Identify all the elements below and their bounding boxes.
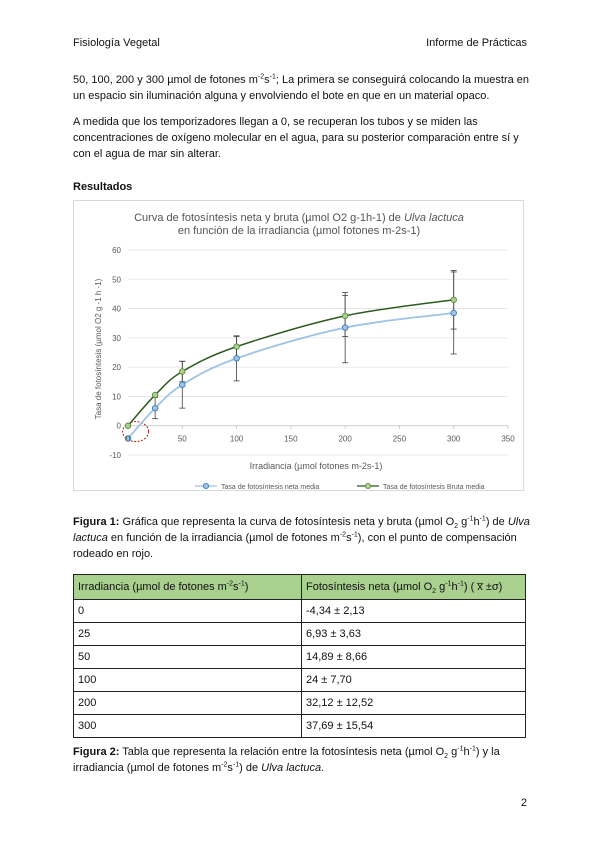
paragraph-1 bbox=[73, 72, 533, 104]
data-point-neta bbox=[234, 356, 240, 362]
header-right: Informe de Prácticas bbox=[426, 37, 527, 49]
data-point-bruta bbox=[342, 313, 348, 319]
figure-2-caption: Figura 2: Tabla que representa la relación entre la fotosíntesis neta (µmol $O_2$ $g^{-1}h^{-1}$) y la irradiancia (µmol de fotones $m^{-2}s^{-1}$) de Ulva lactuca. bbox=[73, 745, 500, 774]
table-row bbox=[74, 646, 526, 669]
table-cell-irradiancia: 100 bbox=[74, 669, 302, 692]
data-point-neta bbox=[342, 325, 348, 331]
y-tick-label: 20 bbox=[112, 363, 121, 373]
x-tick-label: 0 bbox=[125, 434, 131, 444]
y-tick-label: 30 bbox=[112, 333, 121, 343]
y-tick-label: 10 bbox=[112, 392, 121, 402]
table-row bbox=[74, 669, 526, 692]
table-cell-fotosintesis: 32,12 ± 12,52 bbox=[302, 692, 526, 715]
legend-label-neta: Tasa de fotosíntesis neta media bbox=[221, 484, 320, 491]
section-title: Resultados bbox=[73, 181, 133, 193]
table-cell-fotosintesis: 14,89 ± 8,66 bbox=[302, 646, 526, 669]
chart-title-italic: Ulva lactuca bbox=[403, 212, 464, 224]
figure-2-label: Figura 2: bbox=[73, 746, 120, 758]
y-tick-label: -10 bbox=[109, 451, 121, 460]
data-point-bruta bbox=[152, 392, 158, 398]
x-tick-label: 350 bbox=[501, 434, 515, 444]
y-tick-label: 0 bbox=[116, 421, 121, 431]
chart-svg bbox=[74, 201, 525, 492]
p1-text-b: ; La primera se conseguirá colocando la muestra en un espacio sin iluminación alguna y envolviendo el bote en que en un material opaco. bbox=[73, 74, 530, 102]
chart-title-line1 bbox=[134, 212, 464, 224]
legend-marker-bruta bbox=[365, 483, 370, 488]
figure-1-species: Ulva lactuca bbox=[73, 516, 530, 544]
y-tick-label: 60 bbox=[112, 246, 121, 255]
page-number: 2 bbox=[520, 797, 527, 809]
chart-title-line2: en función de la irradiancia (µmol fotones m-2s-1) bbox=[177, 225, 421, 237]
figure-2-species: Ulva lactuca bbox=[261, 762, 322, 774]
legend-label-bruta: Tasa de fotosíntesis Bruta media bbox=[383, 484, 485, 491]
table-cell-fotosintesis: 24 ± 7,70 bbox=[302, 669, 526, 692]
table-header-fotosintesis: Fotosíntesis neta (µmol $O_2$ $g^{-1}h^{-1}$) ( x̅ ±σ) bbox=[302, 575, 526, 600]
legend-marker-neta bbox=[203, 483, 208, 488]
p1-text-a: 50, 100, 200 y 300 µmol de fotones m bbox=[73, 74, 258, 86]
data-point-bruta bbox=[125, 423, 131, 429]
figure-1-caption: Figura 1: Gráfica que representa la curva de fotosíntesis neta y bruta (µmol $O_2$ $g^{-1}h^{-1}$) de Ulva lactuca en función de la irradiancia (µmol de fotones $m^{-2}s^{-1}$), con el punto de compensación rodeado en rojo. bbox=[73, 515, 530, 560]
header-left: Fisiología Vegetal bbox=[73, 37, 160, 49]
table-cell-fotosintesis: -4,34 ± 2,13 bbox=[302, 600, 526, 623]
table-header-irradiancia: Irradiancia (µmol de fotones $m^{-2}s^{-1}$) bbox=[74, 575, 302, 600]
chart-legend bbox=[195, 483, 485, 491]
table-cell-fotosintesis: 6,93 ± 3,63 bbox=[302, 623, 526, 646]
x-tick-label: 100 bbox=[229, 434, 244, 444]
table-cell-irradiancia: 300 bbox=[74, 715, 302, 738]
data-point-bruta bbox=[451, 297, 457, 303]
table-cell-irradiancia: 200 bbox=[74, 692, 302, 715]
figure-1-label: Figura 1: bbox=[73, 516, 120, 528]
table-cell-irradiancia: 25 bbox=[74, 623, 302, 646]
table-header-row bbox=[74, 575, 526, 600]
results-table bbox=[73, 574, 526, 738]
y-tick-label: 40 bbox=[112, 304, 121, 314]
table-cell-irradiancia: 0 bbox=[74, 600, 302, 623]
data-point-bruta bbox=[179, 369, 185, 375]
x-tick-label: 200 bbox=[338, 434, 352, 444]
p1-sup1: -2 bbox=[257, 73, 265, 81]
x-tick-label: 50 bbox=[177, 434, 187, 444]
paragraph-2: A medida que los temporizadores llegan a 0, se recuperan los tubos y se miden las concentraciones de oxígeno molecular en el agua, para su posterior comparación entre sí y con el agua de mar sin alterar. bbox=[73, 116, 519, 160]
table-row bbox=[74, 715, 526, 738]
x-tick-label: 250 bbox=[392, 434, 407, 444]
chart-xlabel: Irradiancia (µmol fotones m-2s-1) bbox=[249, 461, 383, 471]
y-tick-label: 50 bbox=[112, 275, 121, 285]
chart-figure-1 bbox=[73, 200, 524, 491]
table-cell-fotosintesis: 37,69 ± 15,54 bbox=[302, 715, 526, 738]
data-point-neta bbox=[451, 310, 457, 316]
table-row bbox=[74, 623, 526, 646]
p1-mid: s bbox=[264, 74, 270, 86]
chart-ylabel: Tasa de fotosíntesis (µmol O2 g -1 h -1) bbox=[94, 278, 103, 420]
data-point-neta bbox=[152, 405, 158, 411]
x-tick-label: 300 bbox=[447, 434, 461, 444]
chart-title-a: Curva de fotosíntesis neta y bruta (µmol O2 g-1h-1) de bbox=[134, 212, 404, 224]
data-point-neta bbox=[179, 382, 185, 388]
table-row bbox=[74, 600, 526, 623]
p1-sup2: -1 bbox=[269, 73, 276, 81]
x-tick-label: 150 bbox=[284, 434, 298, 444]
table-row bbox=[74, 692, 526, 715]
data-point-bruta bbox=[234, 344, 240, 350]
table-cell-irradiancia: 50 bbox=[74, 646, 302, 669]
